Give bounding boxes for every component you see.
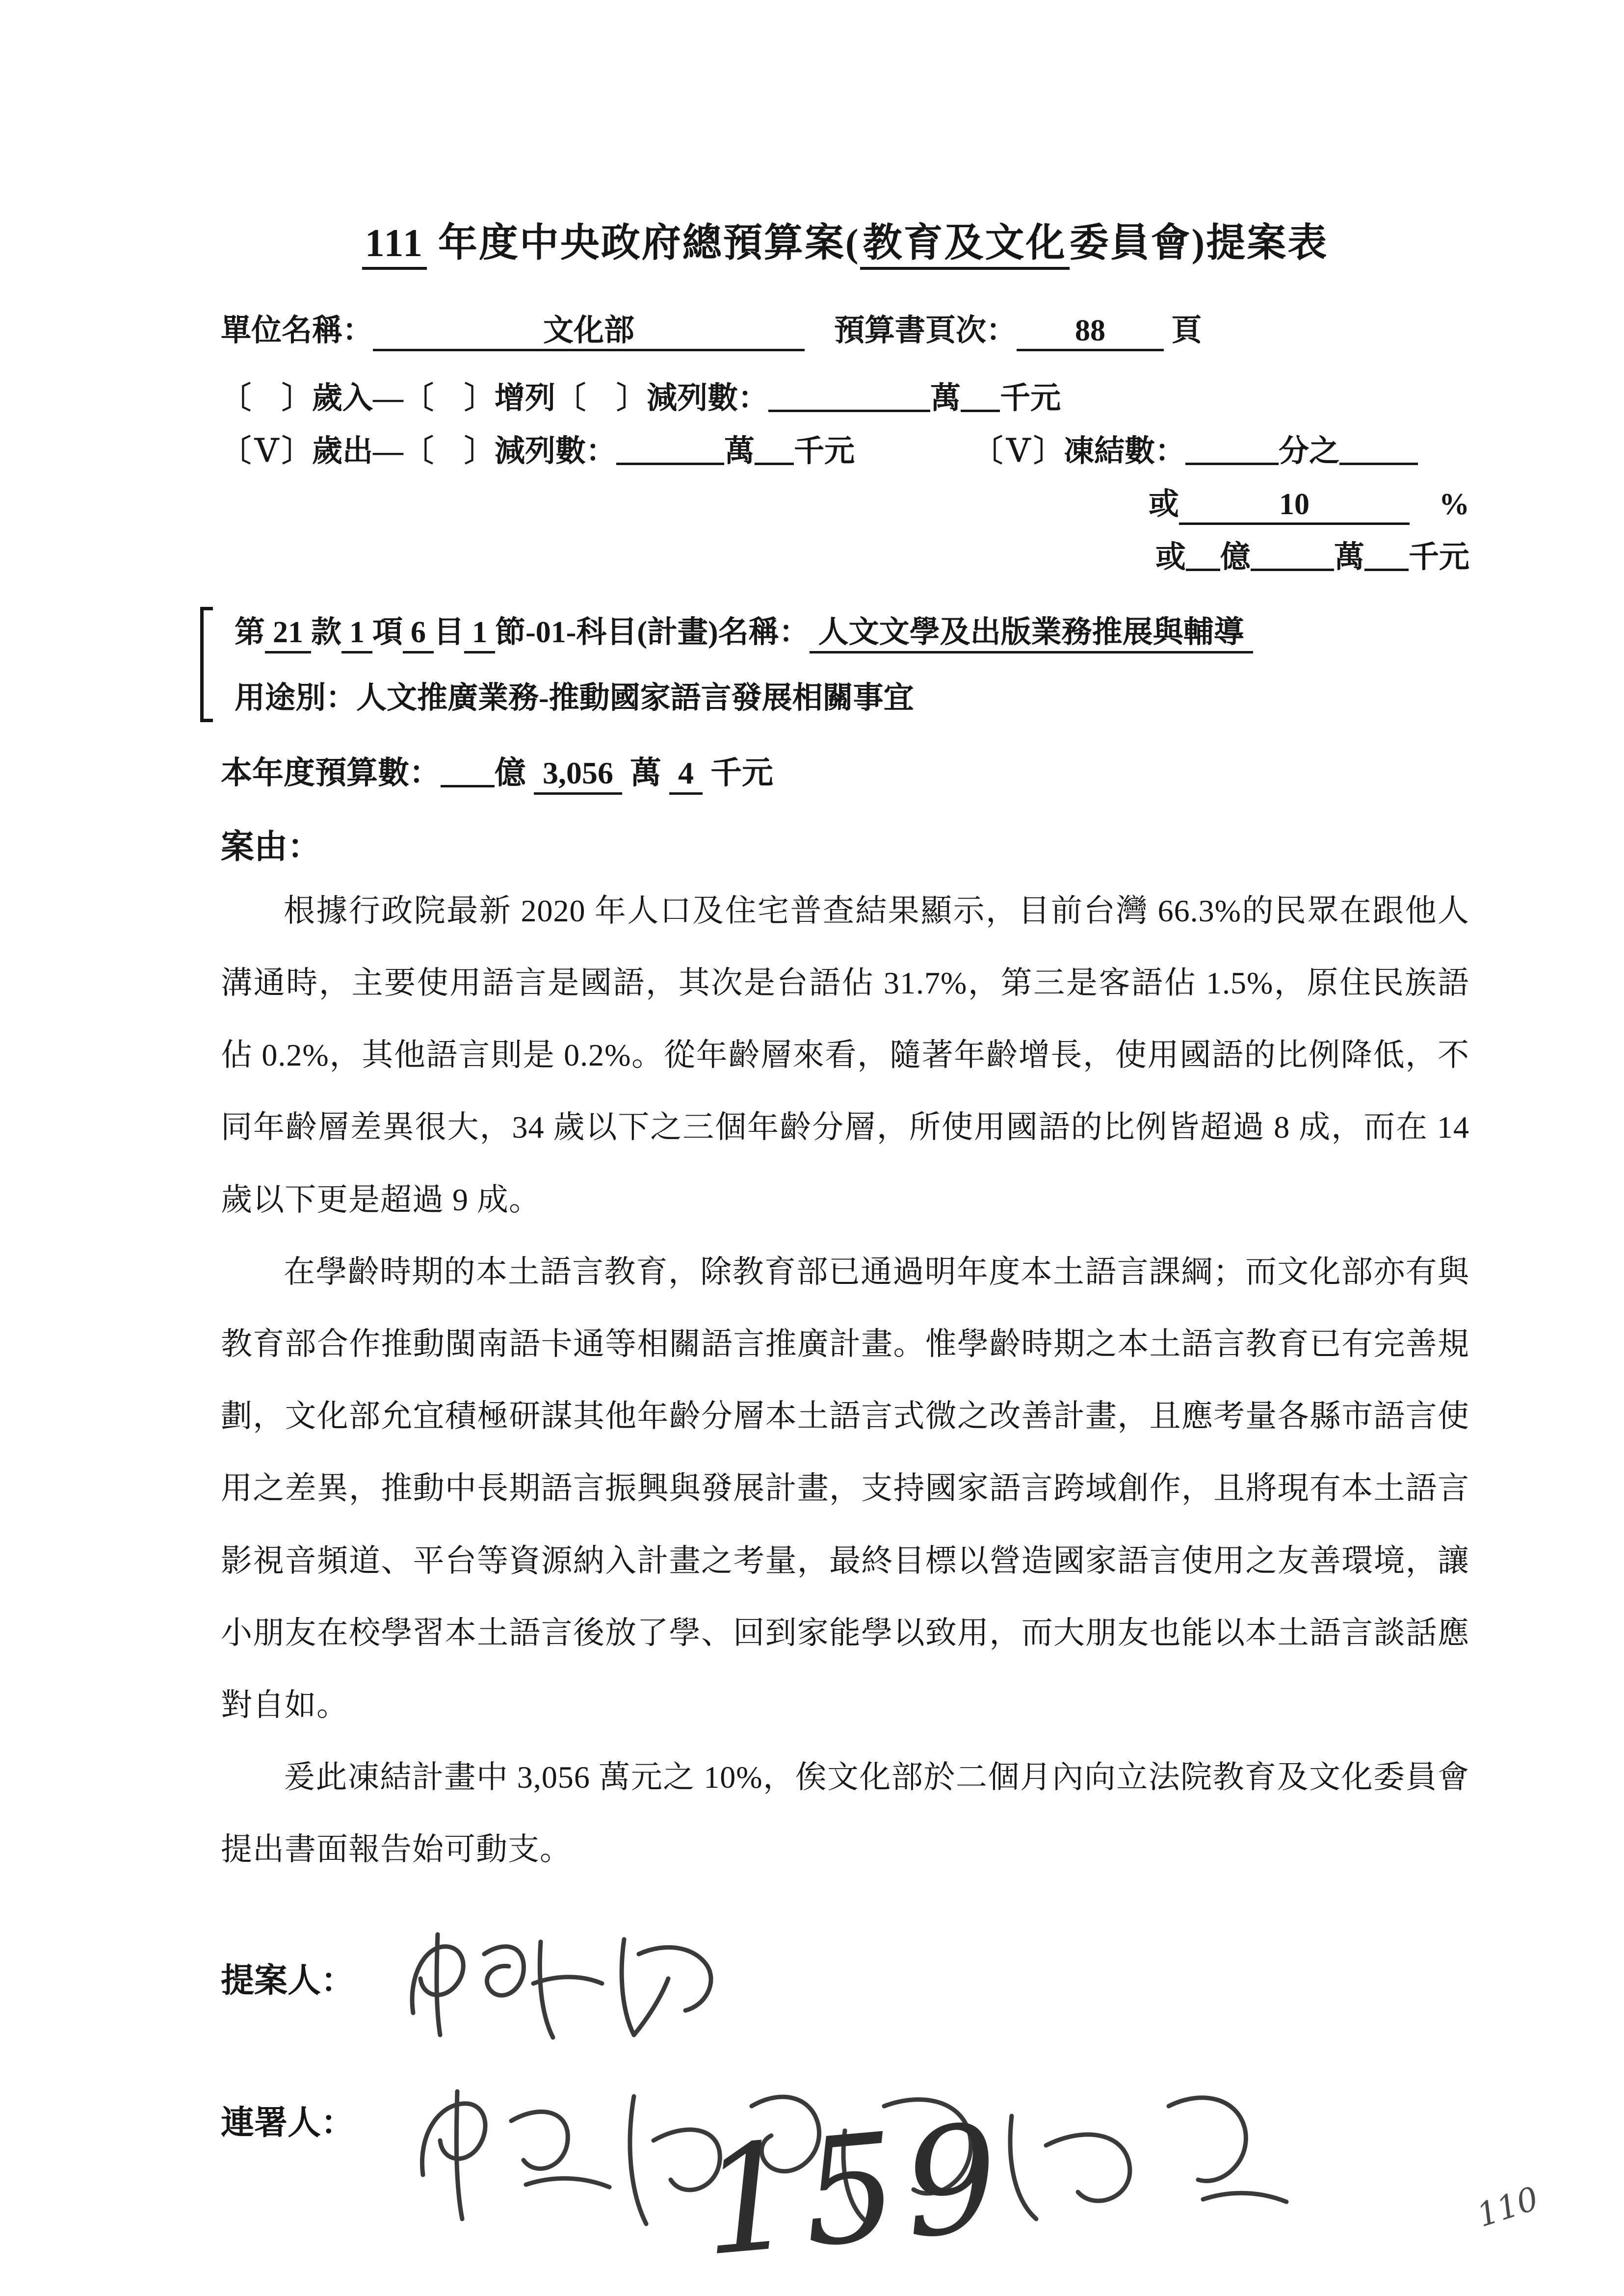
annual-budget-label: 本年度預算數：: [221, 756, 441, 791]
or-amount-row: [221, 536, 1469, 580]
blank-freeze-denominator: [1339, 435, 1418, 465]
checkbox-freeze: 〔Ｖ〕: [972, 434, 1064, 468]
revenue-label: 歲入—: [312, 381, 404, 415]
revenue-row: [221, 377, 1469, 421]
proposer-signature: [379, 1920, 761, 2057]
yi-unit-amount: 億: [1220, 540, 1251, 574]
checkbox-decrease-expense: 〔 〕: [403, 434, 495, 468]
title-mid: 年度中央政府總預算案(: [426, 222, 860, 265]
increase-label: 增列: [495, 381, 556, 415]
budget-wan-value: 3,056: [534, 755, 622, 795]
subject-name-value: 人文文學及出版業務推展與輔導: [810, 614, 1253, 653]
checkbox-decrease-revenue: 〔 〕: [555, 381, 647, 415]
di-label: 第: [235, 616, 265, 650]
subject-row: [235, 600, 1469, 665]
blank-yi-amount: [1186, 541, 1220, 571]
wan-unit-budget: 萬: [630, 756, 661, 791]
expense-label: 歲出—: [312, 434, 404, 468]
xiang-number: 1: [341, 614, 372, 653]
xiang-label: 項: [372, 616, 403, 650]
qianyuan-unit-expense: 千元: [794, 434, 855, 468]
budget-page-value: 88: [1017, 313, 1164, 351]
usage-value: 人文推廣業務-推動國家語言發展相關事宜: [356, 681, 914, 715]
title-tail: 委員會)提案表: [1069, 222, 1329, 265]
handwritten-page-number: 159: [694, 2091, 1013, 2289]
freeze-label: 凍結數：: [1064, 434, 1186, 468]
blank-wan-revenue: [768, 382, 930, 412]
or-label-amount: 或: [1155, 540, 1186, 574]
unit-name-value: 文化部: [373, 313, 805, 351]
jie-number: 1: [464, 614, 495, 653]
blank-wan-expense: [616, 435, 724, 465]
or-percent-row: [221, 483, 1469, 527]
qianyuan-unit-amount: 千元: [1408, 540, 1469, 574]
fenzhi-label: 分之: [1279, 434, 1340, 468]
title-year: 111: [362, 222, 427, 270]
usage-label: 用途別：: [235, 681, 357, 715]
left-bracket: [200, 607, 213, 722]
kuan-label: 款: [311, 616, 342, 650]
freeze-percent-value: 10: [1179, 486, 1410, 525]
document-title: [221, 211, 1469, 267]
wan-unit-amount: 萬: [1334, 540, 1364, 574]
proposer-label: 提案人：: [221, 1962, 355, 2000]
decrease-label-expense: 減列數：: [495, 434, 617, 468]
expense-row: [221, 430, 1469, 474]
qianyuan-unit-budget: 千元: [710, 756, 773, 791]
case-paragraph-2: 在學齡時期的本土語言教育，除教育部已通過明年度本土語言課綱；而文化部亦有與教育部合作推動閩南語卡通等相關語言推廣計畫。惟學齡時期之本土語言教育已有完善規劃，文化部允宜積極研謀其他年齡分層本土語言式微之改善計畫，且應考量各縣市語言使用之差異，推動中長期語言振興與發展計畫，支持國家語言跨域創作，且將現有本土語言影視音頻道、平台等資源納入計畫之考量，最終目標以營造國家語言使用之友善環境，讓小朋友在校學習本土語言後放了學、回到家能學以致用，而大朋友也能以本土語言談話應對自如。: [221, 1254, 1469, 1722]
unit-row: [221, 309, 1469, 353]
checkbox-revenue: 〔 〕: [221, 381, 313, 415]
budget-page-label: 預算書頁次：: [834, 314, 1017, 347]
wan-unit-revenue: 萬: [930, 381, 961, 415]
blank-qian-revenue: [961, 382, 1000, 412]
kuan-number: 21: [265, 614, 311, 653]
blank-yi-budget: [441, 756, 495, 787]
qianyuan-unit-revenue: 千元: [1000, 381, 1061, 415]
yi-unit-budget: 億: [495, 756, 526, 791]
handwritten-corner-number: 110: [1472, 2179, 1543, 2235]
budget-qian-value: 4: [669, 755, 703, 795]
blank-wan-amount: [1251, 541, 1334, 571]
checkbox-increase: 〔 〕: [403, 381, 495, 415]
blank-qian-expense: [755, 435, 794, 465]
unit-name-label: 單位名稱：: [221, 314, 373, 347]
blank-freeze-numerator: [1185, 435, 1279, 465]
mu-label: 目: [434, 616, 465, 650]
decrease-label-revenue: 減列數：: [647, 381, 769, 415]
annual-budget-row: [221, 748, 1469, 795]
blank-qian-amount: [1364, 541, 1409, 571]
or-label-percent: 或: [1148, 487, 1179, 521]
wan-unit-expense: 萬: [724, 434, 755, 468]
cosigner-label: 連署人：: [221, 2104, 355, 2142]
usage-row: [235, 666, 1469, 731]
percent-sign: %: [1439, 487, 1469, 521]
proposer-row: [221, 1920, 1469, 2057]
checkbox-expense: 〔Ｖ〕: [221, 434, 313, 468]
subject-block: [221, 600, 1469, 731]
title-committee: 教育及文化: [860, 222, 1070, 270]
case-paragraph-1: 根據行政院最新 2020 年人口及住宅普查結果顯示，目前台灣 66.3%的民眾在跟他人溝通時，主要使用語言是國語，其次是台語佔 31.7%，第三是客語佔 1.5%，原住民族語佔 0.2%，其他語言則是 0.2%。從年齡層來看，隨著年齡增長，使用國語的比例降低，不同年齡層差異很大，34 歲以下之三個年齡分層，所使用國語的比例皆超過 8 成，而在 14 歲以下更是超過 9 成。: [221, 893, 1469, 1217]
mu-number: 6: [403, 614, 434, 653]
case-paragraph-3: 爰此凍結計畫中 3,056 萬元之 10%，俟文化部於二個月內向立法院教育及文化委員會提出書面報告始可動支。: [221, 1760, 1469, 1867]
jie-label: 節-01-科目(計畫)名稱：: [495, 616, 810, 650]
case-reason-label: 案由：: [221, 828, 321, 865]
budget-page-unit: 頁: [1171, 314, 1202, 347]
form-content: [221, 211, 1469, 2268]
